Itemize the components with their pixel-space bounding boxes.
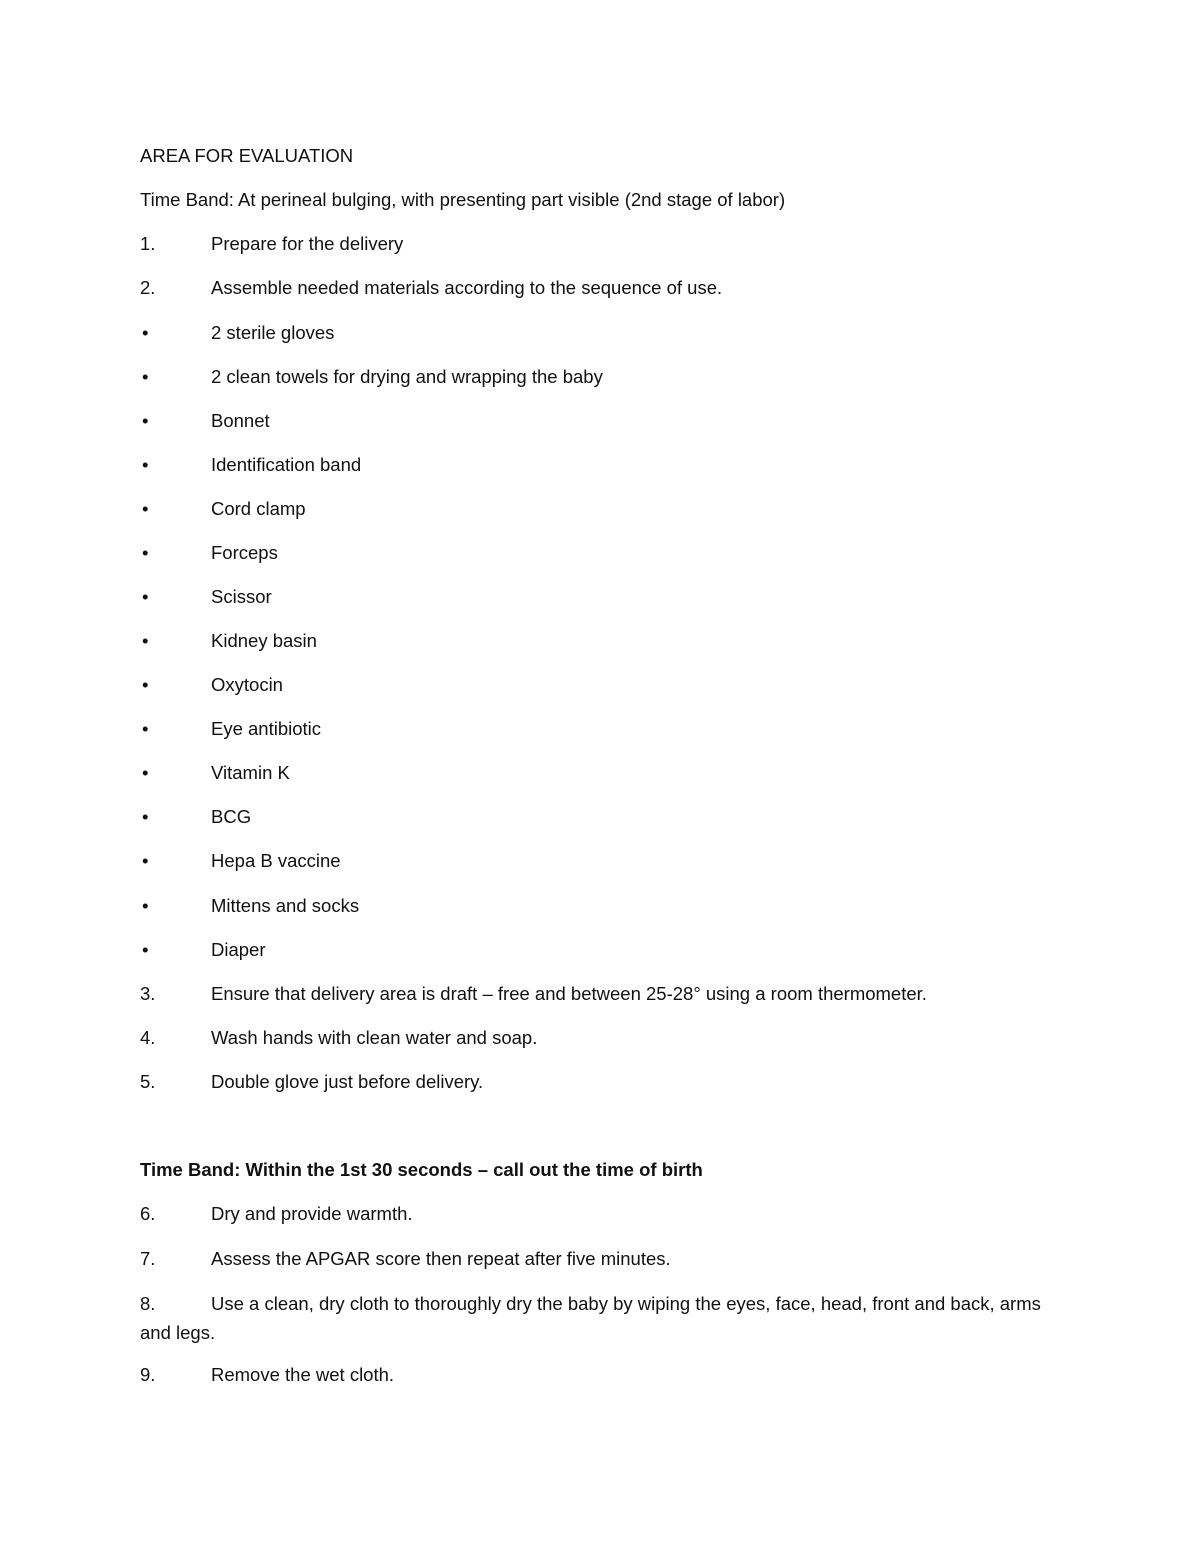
bullet-icon: •: [142, 454, 149, 475]
material-text: Identification band: [211, 454, 362, 475]
material-text: Mittens and socks: [211, 895, 360, 916]
material-item: [140, 408, 270, 434]
document-heading: AREA FOR EVALUATION: [140, 145, 354, 166]
material-item: [140, 672, 283, 698]
step-9: [140, 1362, 394, 1388]
step-text: Ensure that delivery area is draft – free and between 25-28° using a room thermometer.: [211, 983, 927, 1004]
step-number: 5.: [140, 1071, 156, 1092]
material-text: 2 clean towels for drying and wrapping the baby: [211, 366, 603, 387]
material-text: Scissor: [211, 586, 272, 607]
material-item: [140, 937, 266, 963]
material-text: Diaper: [211, 939, 266, 960]
step-text: Assess the APGAR score then repeat after five minutes.: [211, 1248, 671, 1269]
material-item: [140, 364, 603, 390]
step-7: [140, 1246, 671, 1272]
step-text: Double glove just before delivery.: [211, 1071, 484, 1092]
step-number: 2.: [140, 277, 156, 298]
time-band-1: Time Band: At perineal bulging, with presenting part visible (2nd stage of labor): [140, 189, 786, 210]
step-number: 8.: [140, 1293, 156, 1314]
time-band-2: Time Band: Within the 1st 30 seconds – call out the time of birth: [140, 1159, 703, 1180]
material-item: [140, 804, 251, 830]
material-item: [140, 716, 321, 742]
bullet-icon: •: [142, 542, 149, 563]
material-text: Vitamin K: [211, 762, 290, 783]
step-text: Wash hands with clean water and soap.: [211, 1027, 538, 1048]
step-1: [140, 231, 403, 257]
bullet-icon: •: [142, 410, 149, 431]
step-text: Assemble needed materials according to the sequence of use.: [211, 277, 723, 298]
material-text: Eye antibiotic: [211, 718, 322, 739]
step-8: [140, 1289, 1070, 1347]
bullet-icon: •: [142, 322, 149, 343]
step-text: Use a clean, dry cloth to thoroughly dry the baby by wiping the eyes, face, head, front and back, arms and legs.: [140, 1293, 1041, 1343]
material-item: [140, 496, 306, 522]
step-text: Remove the wet cloth.: [211, 1364, 395, 1385]
material-text: Cord clamp: [211, 498, 306, 519]
material-text: BCG: [211, 806, 252, 827]
step-number: 6.: [140, 1203, 156, 1224]
step-number: 1.: [140, 233, 156, 254]
material-item: [140, 320, 334, 346]
step-number: 4.: [140, 1027, 156, 1048]
step-5: [140, 1069, 483, 1095]
material-item: [140, 540, 278, 566]
material-item: [140, 584, 272, 610]
step-number: 3.: [140, 983, 156, 1004]
step-number: 9.: [140, 1364, 156, 1385]
material-text: Hepa B vaccine: [211, 850, 341, 871]
material-text: Oxytocin: [211, 674, 283, 695]
bullet-icon: •: [142, 718, 149, 739]
bullet-icon: •: [142, 498, 149, 519]
material-item: [140, 452, 361, 478]
material-item: [140, 760, 290, 786]
bullet-icon: •: [142, 806, 149, 827]
material-text: Forceps: [211, 542, 278, 563]
bullet-icon: •: [142, 895, 149, 916]
material-item: [140, 628, 317, 654]
step-number: 7.: [140, 1248, 156, 1269]
material-item: [140, 893, 359, 919]
bullet-icon: •: [142, 586, 149, 607]
bullet-icon: •: [142, 850, 149, 871]
bullet-icon: •: [142, 630, 149, 651]
step-text: Prepare for the delivery: [211, 233, 404, 254]
material-text: 2 sterile gloves: [211, 322, 335, 343]
material-text: Kidney basin: [211, 630, 317, 651]
step-3: [140, 981, 927, 1007]
step-6: [140, 1201, 413, 1227]
material-text: Bonnet: [211, 410, 270, 431]
step-4: [140, 1025, 537, 1051]
bullet-icon: •: [142, 366, 149, 387]
material-item: [140, 848, 341, 874]
bullet-icon: •: [142, 939, 149, 960]
bullet-icon: •: [142, 762, 149, 783]
step-2: [140, 275, 722, 301]
bullet-icon: •: [142, 674, 149, 695]
step-text: Dry and provide warmth.: [211, 1203, 413, 1224]
